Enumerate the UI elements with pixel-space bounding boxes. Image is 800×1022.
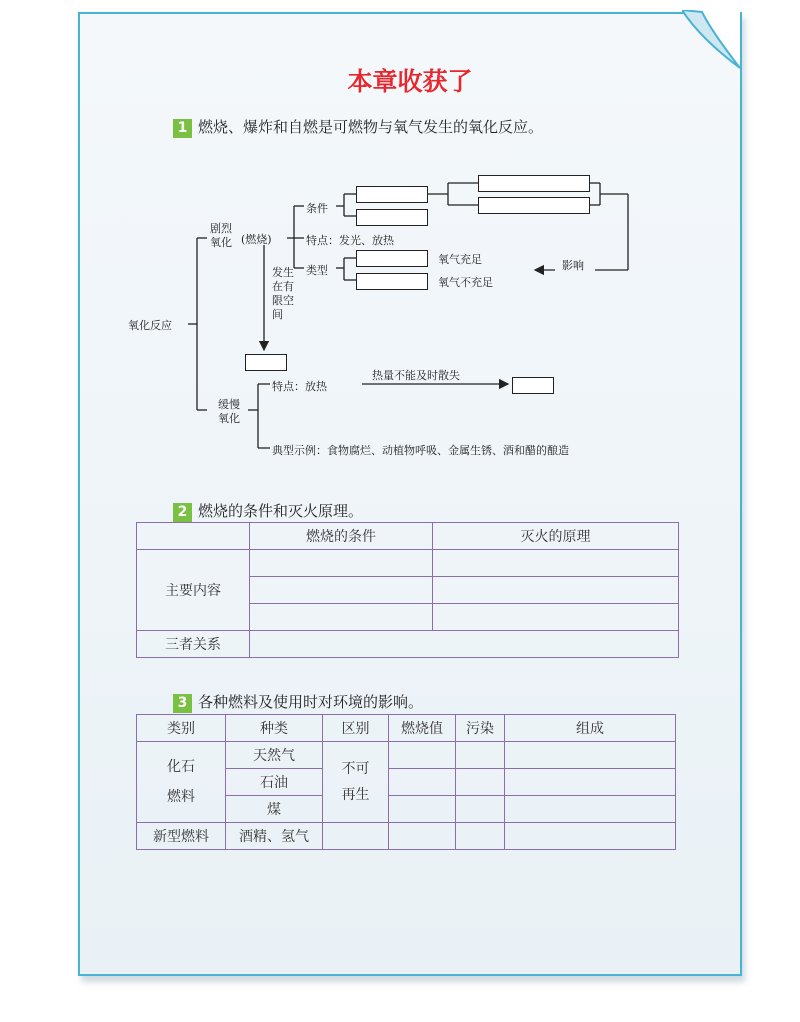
page-title: 本章收获了	[347, 67, 473, 96]
concept-slow-oxidation: 缓慢 氧化	[218, 398, 240, 425]
concept-oxygen-not-enough: 氧气不充足	[438, 276, 493, 289]
section-1-text: 燃烧、爆炸和自燃是可燃物与氧气发生的氧化反应。	[198, 118, 544, 136]
table2-row-relation: 三者关系	[137, 631, 250, 658]
table3-cell[interactable]	[389, 823, 456, 850]
concept-feature: 特点：发光、放热	[306, 234, 394, 247]
blank-box-type-2[interactable]	[356, 273, 428, 290]
table3-header-kind: 种类	[226, 715, 323, 742]
table2-header-extinguish: 灭火的原理	[433, 523, 679, 550]
section-2-number: 2	[173, 503, 192, 522]
section-3-heading	[173, 691, 423, 713]
table3-new-fuel: 新型燃料	[137, 823, 226, 850]
concept-root: 氧化反应	[128, 319, 172, 332]
table3-header-heat-value: 燃烧值	[389, 715, 456, 742]
table2-cell[interactable]	[433, 550, 679, 577]
table2-cell[interactable]	[250, 577, 433, 604]
table3-header-category: 类别	[137, 715, 226, 742]
table2-header-empty	[137, 523, 250, 550]
table3-cell[interactable]	[505, 742, 676, 769]
blank-box-condition-1[interactable]	[356, 186, 428, 203]
concept-oxygen-enough: 氧气充足	[438, 253, 482, 266]
concept-slow-feature: 特点：放热	[272, 380, 327, 393]
table2-header-conditions: 燃烧的条件	[250, 523, 433, 550]
table2-cell[interactable]	[433, 577, 679, 604]
concept-examples: 典型示例：食物腐烂、动植物呼吸、金属生锈、酒和醋的酿造	[272, 444, 569, 457]
table3-cell[interactable]	[389, 796, 456, 823]
blank-box-spontaneous[interactable]	[512, 377, 554, 394]
concept-influence: 影响	[562, 259, 584, 272]
table3-kind-alcohol-hydrogen: 酒精、氢气	[226, 823, 323, 850]
table3-cell[interactable]	[505, 796, 676, 823]
blank-box-detail-2[interactable]	[478, 197, 590, 214]
table3-header-difference: 区别	[323, 715, 389, 742]
blank-box-type-1[interactable]	[356, 250, 428, 267]
table3-cell[interactable]	[456, 823, 505, 850]
concept-condition: 条件	[306, 202, 328, 215]
table3-fossil-fuel: 化石 燃料	[137, 742, 226, 823]
table3-header-pollution: 污染	[456, 715, 505, 742]
table3-cell[interactable]	[389, 769, 456, 796]
table3-cell[interactable]	[505, 823, 676, 850]
table3-cell[interactable]	[456, 796, 505, 823]
table3-cell[interactable]	[505, 769, 676, 796]
section-1-number: 1	[173, 119, 192, 138]
concept-heat-lost: 热量不能及时散失	[372, 369, 460, 382]
section-3-text: 各种燃料及使用时对环境的影响。	[198, 693, 424, 711]
table3-cell[interactable]	[456, 742, 505, 769]
table3-kind-petroleum: 石油	[226, 769, 323, 796]
table2-row-main: 主要内容	[137, 550, 250, 631]
section-2-heading	[173, 500, 363, 522]
table3-cell[interactable]	[456, 769, 505, 796]
table3-header-composition: 组成	[505, 715, 676, 742]
concept-fast-paren: (燃烧)	[241, 233, 272, 246]
concept-type: 类型	[306, 264, 328, 277]
table3-nonrenewable: 不可 再生	[323, 742, 389, 823]
section-3-number: 3	[173, 694, 192, 713]
blank-box-condition-2[interactable]	[356, 209, 428, 226]
table3-kind-natural-gas: 天然气	[226, 742, 323, 769]
concept-fast-oxidation: 剧烈 氧化	[210, 222, 232, 249]
blank-box-detail-1[interactable]	[478, 175, 590, 192]
blank-box-explosion[interactable]	[245, 354, 287, 371]
fuel-table	[136, 714, 676, 850]
combustion-table	[136, 522, 679, 658]
table3-cell[interactable]	[389, 742, 456, 769]
table2-cell[interactable]	[250, 550, 433, 577]
concept-limited-space: 发生在有限空间	[272, 266, 294, 321]
table2-cell-relation[interactable]	[250, 631, 679, 658]
table3-cell[interactable]	[323, 823, 389, 850]
table2-cell[interactable]	[250, 604, 433, 631]
table3-kind-coal: 煤	[226, 796, 323, 823]
section-2-text: 燃烧的条件和灭火原理。	[198, 502, 364, 520]
table2-cell[interactable]	[433, 604, 679, 631]
